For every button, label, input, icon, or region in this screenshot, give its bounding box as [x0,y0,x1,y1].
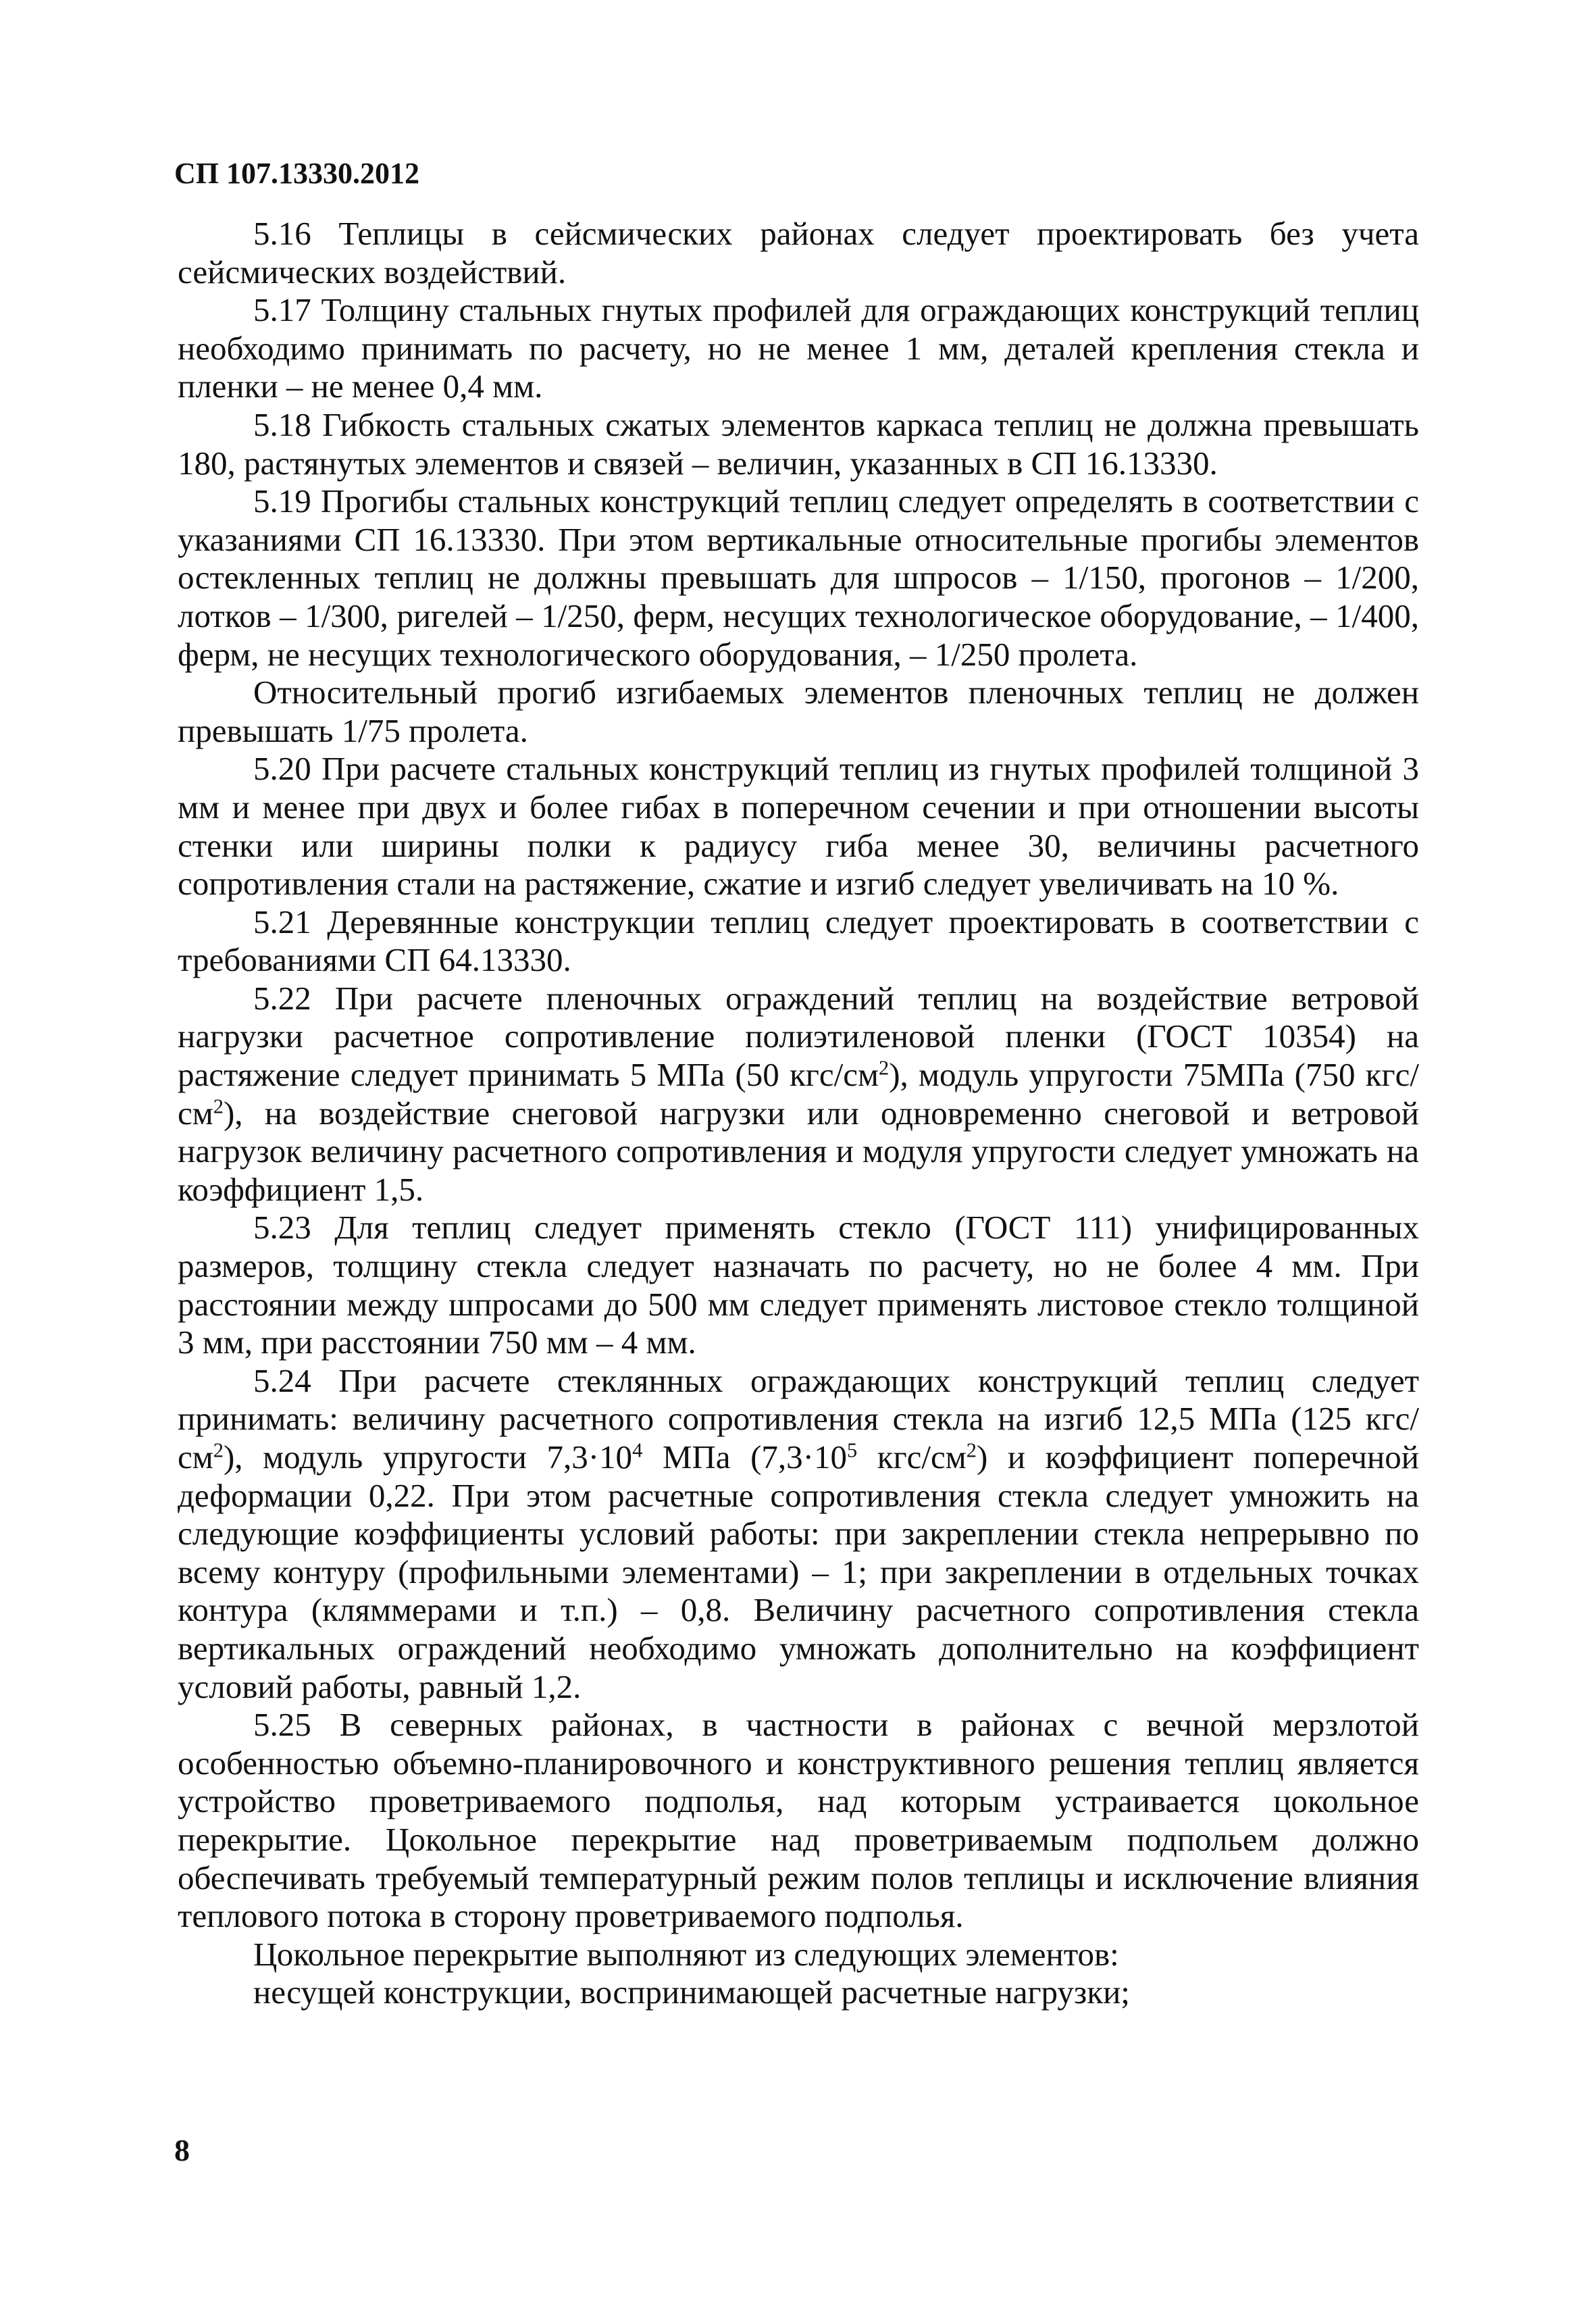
text-run: 5.20 При расчете стальных конструкций теплиц из гнутых профилей толщиной 3 мм и менее при двух и более гибах в поперечном сечении и при отношении высоты стенки или ширины полки к радиусу гиба менее 30, величины расчетного сопротивления стали на растяжение, сжатие и изгиб следует увеличивать на 10 %. [178,750,1419,903]
paragraph-5-19 [178,482,1419,674]
text-run: Относительный прогиб изгибаемых элементов пленочных теплиц не должен превышать 1/75 пролета. [178,674,1419,749]
paragraph-5-22 [178,980,1419,1209]
paragraph-5-25 [178,1706,1419,1936]
paragraph-5-18 [178,406,1419,482]
paragraph-5-23 [178,1209,1419,1361]
text-run: кгс/см [857,1438,967,1476]
text-run: 5.18 Гибкость стальных сжатых элементов каркаса теплиц не должна превышать 180, растянутых элементов и связей – величин, указанных в СП 16.13330. [178,405,1419,482]
paragraph-5-24 [178,1362,1419,1706]
text-run: 5.21 Деревянные конструкции теплиц следует проектировать в соответствии с требованиями СП 64.13330. [178,903,1419,979]
superscript: 2 [213,1438,224,1462]
superscript: 4 [632,1438,643,1462]
text-run: несущей конструкции, воспринимающей расчетные нагрузки; [253,1973,1130,2011]
superscript: 2 [966,1438,977,1462]
text-run: 5.24 При расчете стеклянных ограждающих конструкций теплиц следует принимать: величину расчетного сопротивления стекла на изгиб 12,5 МПа (125 кгс/см [178,1361,1419,1476]
paragraph-5-20 [178,750,1419,903]
text-run: 5.17 Толщину стальных гнутых профилей для ограждающих конструкций теплиц необходимо принимать по расчету, но не менее 1 мм, деталей крепления стекла и пленки – не менее 0,4 мм. [178,291,1419,405]
text-run: ), модуль упругости 7,3·10 [223,1438,633,1476]
document-code-header: СП 107.13330.2012 [174,157,419,190]
page-number: 8 [174,2133,190,2167]
document-body [178,215,1419,2012]
text-run: 5.19 Прогибы стальных конструкций теплиц следует определять в соответствии с указаниями СП 16.13330. При этом вертикальные относительные прогибы элементов остекленных теплиц не должны превышать для шпросов – 1/150, прогонов – 1/200, лотков – 1/300, ригелей – 1/250, ферм, несущих технологическое оборудование, – 1/400, ферм, не несущих технологического оборудования, – 1/250 пролета. [178,482,1419,673]
paragraph-5-21 [178,903,1419,980]
superscript: 2 [879,1056,890,1080]
paragraph-5-16 [178,215,1419,291]
text-run: 5.25 В северных районах, в частности в районах с вечной мерзлотой особенностью объемно-планировочного и конструктивного решения теплиц является устройство проветриваемого подполья, над которым устраивается цокольное перекрытие. Цокольное перекрытие над проветриваемым подпольем должно обеспечивать требуемый температурный режим полов теплицы и исключение влияния теплового потока в сторону проветриваемого подполья. [178,1706,1419,1935]
text-run: Цокольное перекрытие выполняют из следующих элементов: [253,1935,1119,1973]
text-run: МПа (7,3·10 [642,1438,847,1476]
text-run: ), модуль упругости 75МПа (750 кгс/см [178,1056,1419,1132]
text-run: ) и коэффициент поперечной деформации 0,22. При этом расчетные сопротивления стекла следует умножить на следующие коэффициенты условий работы: при закреплении стекла непрерывно по всему контуру (профильными элементами) – 1; при закреплении в отдельных точках контура (кляммерами и т.п.) – 0,8. Величину расчетного сопротивления стекла вертикальных ограждений необходимо умножать дополнительно на коэффициент условий работы, равный 1,2. [178,1438,1419,1705]
paragraph-relative-deflection [178,674,1419,750]
text-run: 5.22 При расчете пленочных ограждений теплиц на воздействие ветровой нагрузки расчетное сопротивление полиэтиленовой пленки (ГОСТ 10354) на растяжение следует принимать 5 МПа (50 кгс/см [178,979,1419,1094]
text-run: 5.16 Теплицы в сейсмических районах следует проектировать без учета сейсмических воздействий. [178,215,1419,291]
paragraph-plinth-floor-elements [178,1936,1419,1974]
paragraph-load-bearing-structure [178,1973,1419,2012]
text-run: 5.23 Для теплиц следует применять стекло (ГОСТ 111) унифицированных размеров, толщину стекла следует назначать по расчету, но не более 4 мм. При расстоянии между шпросами до 500 мм следует применять листовое стекло толщиной 3 мм, при расстоянии 750 мм – 4 мм. [178,1209,1419,1361]
text-run: ), на воздействие снеговой нагрузки или одновременно снеговой и ветровой нагрузок величину расчетного сопротивления и модуля упругости следует умножать на коэффициент 1,5. [178,1094,1419,1208]
paragraph-5-17 [178,291,1419,406]
superscript: 2 [213,1094,224,1117]
superscript: 5 [847,1438,858,1462]
